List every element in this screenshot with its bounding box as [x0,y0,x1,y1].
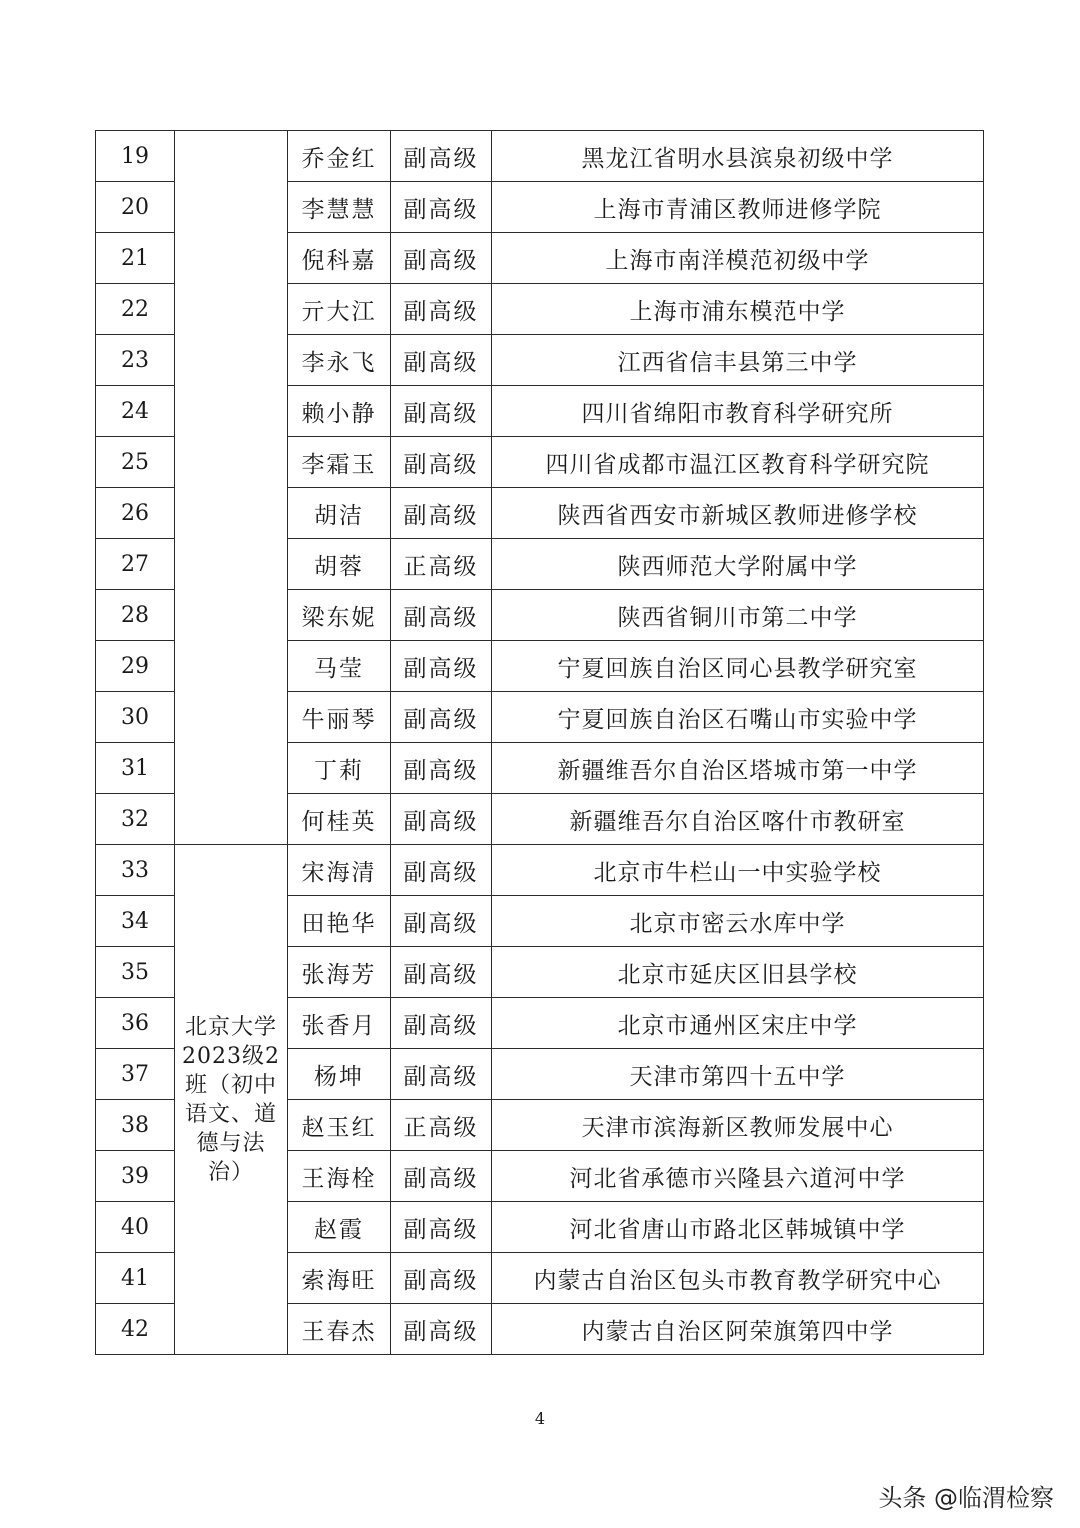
work-unit: 北京市牛栏山一中实验学校 [492,845,984,896]
row-number: 19 [96,131,175,182]
teacher-name: 李慧慧 [288,182,391,233]
work-unit: 陕西师范大学附属中学 [492,539,984,590]
professional-title: 副高级 [391,896,492,947]
professional-title: 副高级 [391,284,492,335]
professional-title: 副高级 [391,335,492,386]
row-number: 35 [96,947,175,998]
table-row [96,131,984,182]
professional-title: 副高级 [391,1151,492,1202]
row-number: 20 [96,182,175,233]
teacher-name: 胡蓉 [288,539,391,590]
professional-title: 副高级 [391,743,492,794]
work-unit: 四川省成都市温江区教育科学研究院 [492,437,984,488]
professional-title: 副高级 [391,794,492,845]
work-unit: 陕西省西安市新城区教师进修学校 [492,488,984,539]
row-number: 36 [96,998,175,1049]
teacher-name: 胡洁 [288,488,391,539]
teacher-name: 牛丽琴 [288,692,391,743]
teacher-name: 赖小静 [288,386,391,437]
row-number: 34 [96,896,175,947]
row-number: 32 [96,794,175,845]
row-number: 27 [96,539,175,590]
teacher-name: 李永飞 [288,335,391,386]
teacher-name: 梁东妮 [288,590,391,641]
professional-title: 副高级 [391,488,492,539]
work-unit: 新疆维吾尔自治区喀什市教研室 [492,794,984,845]
row-number: 30 [96,692,175,743]
work-unit: 宁夏回族自治区石嘴山市实验中学 [492,692,984,743]
teacher-name: 乔金红 [288,131,391,182]
class-group-cell [175,131,288,845]
table-row [96,845,984,896]
professional-title: 副高级 [391,1202,492,1253]
teacher-name: 张海芳 [288,947,391,998]
teacher-name: 李霜玉 [288,437,391,488]
work-unit: 内蒙古自治区包头市教育教学研究中心 [492,1253,984,1304]
professional-title: 副高级 [391,947,492,998]
row-number: 24 [96,386,175,437]
row-number: 21 [96,233,175,284]
professional-title: 副高级 [391,233,492,284]
row-number: 28 [96,590,175,641]
work-unit: 内蒙古自治区阿荣旗第四中学 [492,1304,984,1355]
professional-title: 副高级 [391,998,492,1049]
professional-title: 正高级 [391,1100,492,1151]
watermark-caption: 头条 @临渭检察 [878,1484,1054,1512]
row-number: 29 [96,641,175,692]
class-group-cell: 北京大学2023级2班（初中语文、道德与法治） [175,845,288,1355]
teacher-name: 亓大江 [288,284,391,335]
row-number: 31 [96,743,175,794]
row-number: 41 [96,1253,175,1304]
professional-title: 副高级 [391,641,492,692]
teacher-name: 王海栓 [288,1151,391,1202]
professional-title: 副高级 [391,1304,492,1355]
teacher-name: 田艳华 [288,896,391,947]
professional-title: 副高级 [391,1253,492,1304]
work-unit: 天津市第四十五中学 [492,1049,984,1100]
work-unit: 四川省绵阳市教育科学研究所 [492,386,984,437]
row-number: 33 [96,845,175,896]
professional-title: 副高级 [391,692,492,743]
roster-table [95,130,984,1355]
work-unit: 天津市滨海新区教师发展中心 [492,1100,984,1151]
work-unit: 北京市延庆区旧县学校 [492,947,984,998]
work-unit: 陕西省铜川市第二中学 [492,590,984,641]
teacher-name: 丁莉 [288,743,391,794]
teacher-name: 王春杰 [288,1304,391,1355]
row-number: 40 [96,1202,175,1253]
teacher-name: 索海旺 [288,1253,391,1304]
teacher-name: 马莹 [288,641,391,692]
professional-title: 副高级 [391,386,492,437]
row-number: 22 [96,284,175,335]
professional-title: 副高级 [391,131,492,182]
row-number: 26 [96,488,175,539]
teacher-name: 赵霞 [288,1202,391,1253]
row-number: 38 [96,1100,175,1151]
work-unit: 黑龙江省明水县滨泉初级中学 [492,131,984,182]
teacher-name: 何桂英 [288,794,391,845]
teacher-name: 张香月 [288,998,391,1049]
row-number: 25 [96,437,175,488]
work-unit: 河北省承德市兴隆县六道河中学 [492,1151,984,1202]
professional-title: 正高级 [391,539,492,590]
row-number: 39 [96,1151,175,1202]
work-unit: 上海市南洋模范初级中学 [492,233,984,284]
work-unit: 上海市浦东模范中学 [492,284,984,335]
work-unit: 江西省信丰县第三中学 [492,335,984,386]
roster-body [96,131,984,1355]
work-unit: 河北省唐山市路北区韩城镇中学 [492,1202,984,1253]
row-number: 42 [96,1304,175,1355]
teacher-name: 杨坤 [288,1049,391,1100]
work-unit: 宁夏回族自治区同心县教学研究室 [492,641,984,692]
professional-title: 副高级 [391,1049,492,1100]
teacher-name: 倪科嘉 [288,233,391,284]
page-number: 4 [534,1409,546,1428]
work-unit: 新疆维吾尔自治区塔城市第一中学 [492,743,984,794]
teacher-name: 赵玉红 [288,1100,391,1151]
work-unit: 上海市青浦区教师进修学院 [492,182,984,233]
professional-title: 副高级 [391,182,492,233]
work-unit: 北京市密云水库中学 [492,896,984,947]
work-unit: 北京市通州区宋庄中学 [492,998,984,1049]
professional-title: 副高级 [391,845,492,896]
professional-title: 副高级 [391,590,492,641]
row-number: 23 [96,335,175,386]
professional-title: 副高级 [391,437,492,488]
row-number: 37 [96,1049,175,1100]
teacher-name: 宋海清 [288,845,391,896]
